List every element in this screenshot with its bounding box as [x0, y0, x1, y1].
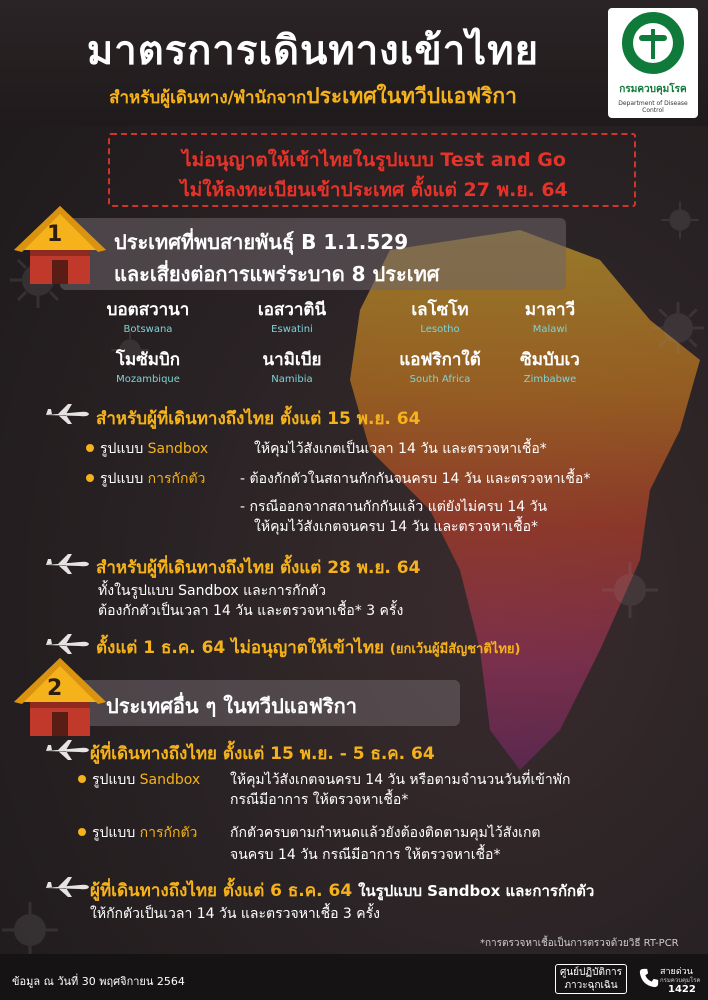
s2-sandbox-text-2: กรณีมีอาการ ให้ตรวจหาเชื้อ*	[230, 792, 409, 808]
s1-group-b-heading: สำหรับผู้ที่เดินทางถึงไทย ตั้งแต่ 28 พ.ย. 64	[96, 558, 421, 578]
bullet	[86, 474, 94, 482]
s1-quarantine-text-3: ให้คุมไว้สังเกตจนครบ 14 วัน และตรวจหาเชื้อ*	[254, 519, 539, 535]
s1-sandbox-label: รูปแบบ Sandbox	[100, 441, 209, 457]
airplane-icon	[44, 633, 90, 655]
virus-icon	[600, 560, 660, 620]
country-item	[380, 296, 500, 335]
country-item	[380, 346, 500, 385]
ministry-emblem-icon	[622, 12, 684, 74]
s1-quarantine-text-1: - ต้องกักตัวในสถานกักกันจนครบ 14 วัน และตรวจหาเชื้อ*	[240, 471, 591, 487]
s1-quarantine-text-2: - กรณีออกจากสถานกักกันแล้ว แต่ยังไม่ครบ 14 วัน	[240, 499, 548, 515]
section-1-title-line-1: ประเทศที่พบสายพันธุ์ B 1.1.529	[114, 230, 409, 254]
ministry-logo	[608, 8, 698, 118]
country-item	[88, 296, 208, 335]
virus-icon	[650, 300, 706, 356]
country-name-en: Eswatini	[271, 324, 313, 335]
country-item	[88, 346, 208, 385]
country-name-en: Lesotho	[420, 324, 460, 335]
s1-group-b-line-2: ต้องกักตัวเป็นเวลา 14 วัน และตรวจหาเชื้อ* 3 ครั้ง	[98, 603, 404, 619]
s1-quarantine-label: รูปแบบ การกักตัว	[100, 471, 206, 487]
s2-quarantine-label: รูปแบบ การกักตัว	[92, 825, 198, 841]
hotline-sub: กรมควบคุมโรค	[660, 977, 701, 984]
section-1-title-line-2: และเสี่ยงต่อการแพร่ระบาด 8 ประเทศ	[114, 262, 440, 286]
header	[0, 0, 708, 126]
footer	[0, 954, 708, 1000]
footnote: *การตรวจหาเชื้อเป็นการตรวจด้วยวิธี RT-PCR	[480, 938, 679, 949]
s1-group-b-line-1: ทั้งในรูปแบบ Sandbox และการกักตัว	[98, 583, 326, 599]
country-name-th: เอสวาตินี	[257, 300, 327, 320]
logo-name: กรมควบคุมโรค	[619, 84, 687, 95]
s2-group-b-line-1: ให้กักตัวเป็นเวลา 14 วัน และตรวจหาเชื้อ 3 ครั้ง	[90, 906, 381, 922]
country-item	[232, 296, 352, 335]
eoc-badge	[555, 964, 627, 994]
airplane-icon	[44, 553, 90, 575]
s2-sandbox-text-1: ให้คุมไว้สังเกตจนครบ 14 วัน หรือตามจำนวนวันที่เข้าพัก	[230, 772, 571, 788]
country-name-th: แอฟริกาใต้	[399, 350, 481, 370]
warning-box	[108, 133, 636, 207]
airplane-icon	[44, 403, 90, 425]
phone-icon	[638, 967, 660, 989]
s1-group-c-heading: ตั้งแต่ 1 ธ.ค. 64 ไม่อนุญาตให้เข้าไทย (ยกเว้นผู้มีสัญชาติไทย)	[96, 638, 521, 658]
country-name-en: South Africa	[409, 374, 471, 385]
warning-line-2: ไม่ให้ลงทะเบียนเข้าประเทศ ตั้งแต่ 27 พ.ย. 64	[180, 179, 568, 201]
hotline-label: สายด่วน	[660, 967, 693, 977]
country-name-en: Botswana	[123, 324, 173, 335]
s1-sandbox-text: ให้คุมไว้สังเกตเป็นเวลา 14 วัน และตรวจหาเชื้อ*	[254, 441, 547, 457]
s2-quarantine-text-2: จนครบ 14 วัน กรณีมีอาการ ให้ตรวจหาเชื้อ*	[230, 847, 501, 863]
section-2-title: ประเทศอื่น ๆ ในทวีปแอฟริกา	[106, 694, 357, 718]
bullet	[86, 444, 94, 452]
country-item	[490, 296, 610, 335]
subtitle-big: ประเทศในทวีปแอฟริกา	[306, 84, 517, 108]
country-name-th: บอตสวานา	[106, 300, 190, 320]
data-date: ข้อมูล ณ วันที่ 30 พฤศจิกายน 2564	[12, 975, 185, 988]
page-subtitle	[28, 80, 598, 113]
subtitle-small: สำหรับผู้เดินทาง/พำนักจาก	[109, 88, 307, 108]
eoc-line-1: ศูนย์ปฏิบัติการ	[560, 967, 622, 978]
country-name-en: Malawi	[532, 324, 568, 335]
country-name-th: ซิมบับเว	[520, 350, 580, 370]
airplane-icon	[44, 876, 90, 898]
country-name-en: Mozambique	[116, 374, 180, 385]
page-title: มาตรการเดินทางเข้าไทย	[86, 28, 540, 74]
bullet	[78, 828, 86, 836]
bullet	[78, 775, 86, 783]
eoc-line-2: ภาวะฉุกเฉิน	[564, 980, 618, 991]
logo-sub: Department of Disease Control	[618, 100, 688, 114]
section-2-number: 2	[47, 676, 63, 701]
virus-icon	[0, 900, 60, 960]
country-name-th: นามิเบีย	[262, 350, 322, 370]
country-name-th: มาลาวี	[524, 300, 576, 320]
s2-group-b-heading: ผู้ที่เดินทางถึงไทย ตั้งแต่ 6 ธ.ค. 64 ในรูปแบบ Sandbox และการกักตัว	[90, 881, 595, 901]
country-name-th: โมซัมบิก	[115, 350, 181, 370]
country-item	[490, 346, 610, 385]
airplane-icon	[44, 739, 90, 761]
s2-quarantine-text-1: กักตัวครบตามกำหนดแล้วยังต้องติดตามคุมไว้สังเกต	[230, 825, 541, 841]
s1-group-a-heading: สำหรับผู้ที่เดินทางถึงไทย ตั้งแต่ 15 พ.ย. 64	[96, 409, 421, 429]
country-name-th: เลโซโท	[411, 300, 469, 320]
warning-line-1: ไม่อนุญาตให้เข้าไทยในรูปแบบ Test and Go	[182, 149, 566, 171]
country-item	[232, 346, 352, 385]
s2-sandbox-label: รูปแบบ Sandbox	[92, 772, 201, 788]
s2-group-a-heading: ผู้ที่เดินทางถึงไทย ตั้งแต่ 15 พ.ย. - 5 ธ.ค. 64	[90, 744, 435, 764]
hotline-number: 1422	[668, 984, 696, 995]
virus-icon	[660, 200, 700, 240]
country-name-en: Zimbabwe	[523, 374, 577, 385]
section-1-number: 1	[47, 222, 63, 247]
country-name-en: Namibia	[271, 374, 313, 385]
